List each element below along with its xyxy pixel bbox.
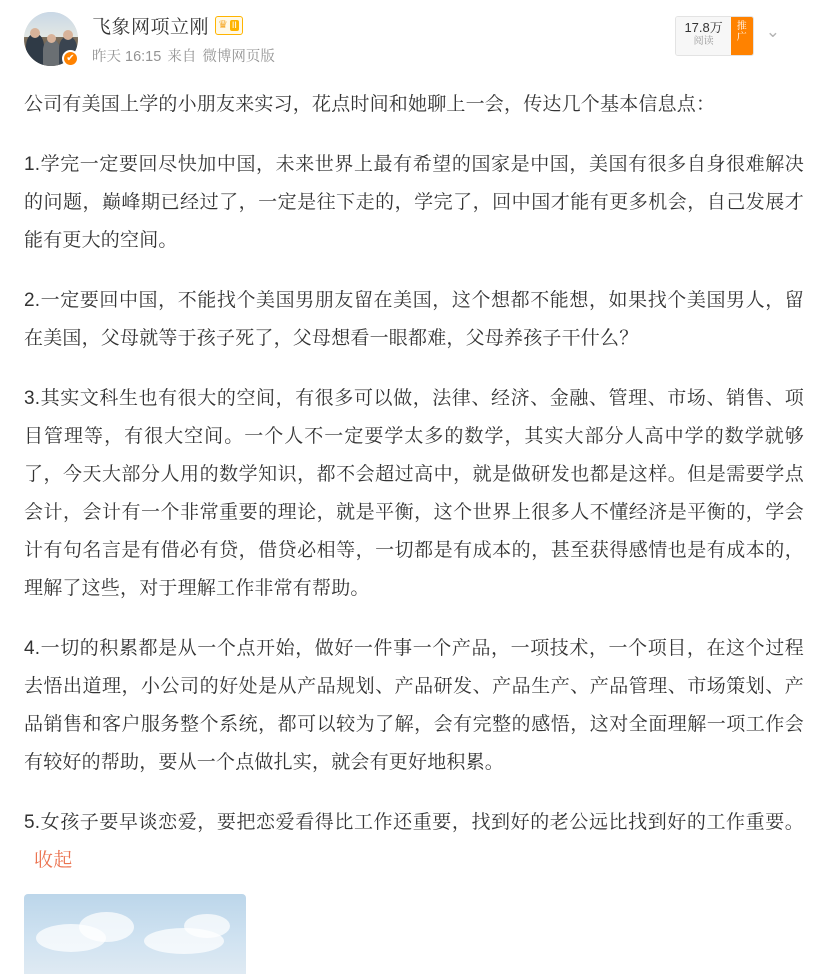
- author-name[interactable]: 飞象网项立刚: [92, 16, 210, 38]
- post-time[interactable]: 昨天 16:15: [92, 49, 162, 65]
- avatar-head-2: [47, 34, 56, 43]
- promo-count-box: [676, 17, 730, 55]
- chevron-down-icon[interactable]: ⌄: [765, 22, 780, 41]
- promo-tag: 推广: [731, 17, 753, 55]
- member-level: II: [231, 19, 237, 30]
- cloud-shape: [79, 912, 134, 942]
- member-badge[interactable]: [215, 16, 243, 35]
- post-media: [24, 886, 804, 974]
- avatar-person-2: [43, 40, 60, 66]
- post-paragraph: 1.学完一定要回尽快加中国，未来世界上最有希望的国家是中国，美国有很多自身很难解决的问题，巅峰期已经过了，一定是往下走的，学完了，回中国才能有更多机会，自己发展才能有更大的空间。: [24, 154, 804, 251]
- post-content: [24, 72, 804, 880]
- avatar-person-1: [26, 34, 44, 66]
- post-source[interactable]: 微博网页版: [202, 49, 275, 65]
- verified-check-icon[interactable]: ✔: [62, 50, 79, 67]
- promo-badge[interactable]: [675, 16, 753, 56]
- post-paragraph: 3.其实文科生也有很大的空间，有很多可以做，法律、经济、金融、管理、市场、销售、项目管理等，有很大空间。一个人不一定要学太多的数学，其实大部分人高中学的数学就够了，今天大部分人用的数学知识，都不会超过高中，就是做研发也都是这样。但是需要学点会计，会计有一个非常重要的理论，就是平衡，这个世界上很多人不懂经济是平衡的，学会计有句名言是有借必有贷，借贷必相等，一切都是有成本的，甚至获得感情也是有成本的，理解了这些，对于理解工作非常有帮助。: [24, 388, 804, 599]
- post-paragraph-text: 5.女孩子要早谈恋爱，要把恋爱看得比工作还重要，找到好的老公远比找到好的工作重要。: [24, 812, 804, 833]
- post-from-label: 来自: [167, 49, 197, 65]
- promo-count-label: 阅读: [693, 36, 714, 47]
- post-paragraph: 2.一定要回中国，不能找个美国男朋友留在美国，这个想都不能想，如果找个美国男人，留在美国，父母就等于孩子死了，父母想看一眼都难，父母养孩子干什么？: [24, 290, 804, 349]
- cloud-shape: [184, 914, 230, 938]
- post-paragraph: 公司有美国上学的小朋友来实习，花点时间和她聊上一会，传达几个基本信息点：: [24, 94, 716, 115]
- crown-icon: ♛: [218, 18, 228, 31]
- post-paragraph: 4.一切的积累都是从一个点开始，做好一件事一个产品，一项技术，一个项目，在这个过程去悟出道理，小公司的好处是从产品规划、产品研发、产品生产、产品管理、市场策划、产品销售和客户服务整个系统，都可以较为了解，会有完整的感悟，这对全面理解一项工作会有较好的帮助，要从一个点做扎实，就会有更好地积累。: [24, 638, 804, 773]
- promo-count: 17.8万: [684, 20, 723, 35]
- avatar[interactable]: [24, 12, 78, 66]
- post-header-actions: [675, 16, 780, 56]
- avatar-head-1: [30, 28, 40, 38]
- collapse-link[interactable]: 收起: [34, 850, 73, 871]
- avatar-head-3: [63, 30, 73, 40]
- post-image[interactable]: [24, 894, 246, 974]
- post-paragraph-last: [24, 804, 804, 880]
- post-header: [24, 10, 804, 72]
